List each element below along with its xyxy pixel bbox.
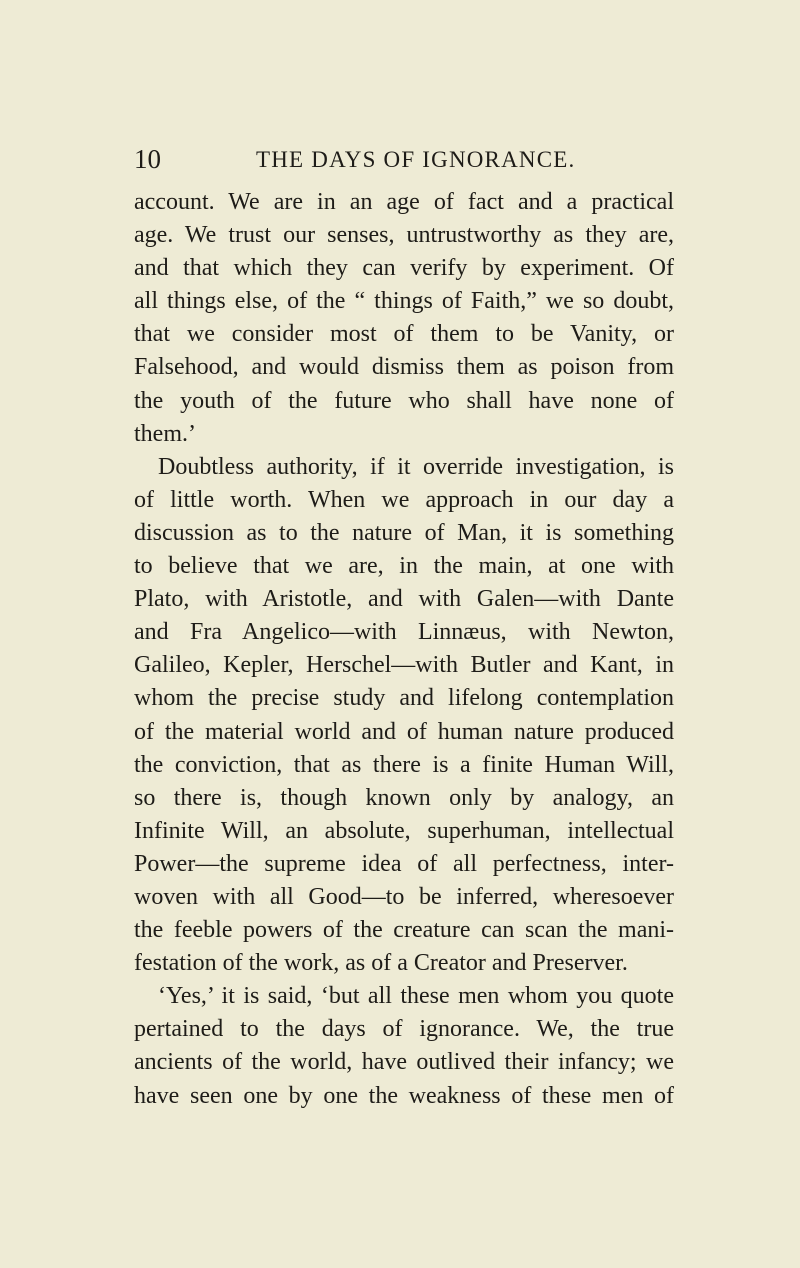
text-line: the conviction, that as there is a finite Human Will, [134, 751, 674, 778]
text-line: them.’ [134, 420, 196, 447]
text-line: ancients of the world, have outlived their infancy; we [134, 1049, 674, 1076]
text-line: that we consider most of them to be Vanity, or [134, 321, 674, 348]
text-line: the youth of the future who shall have none of [134, 387, 674, 414]
text-line: all things else, of the “ things of Faith,” we so doubt, [134, 288, 674, 315]
text-line: Doubtless authority, if it override investigation, is [158, 453, 674, 480]
paragraph [134, 186, 674, 451]
page-number: 10 [134, 144, 161, 174]
text-line: of the material world and of human nature produced [134, 718, 674, 745]
text-line: have seen one by one the weakness of these men of [134, 1082, 674, 1109]
text-line: Falsehood, and would dismiss them as poison from [134, 354, 674, 381]
text-line: and Fra Angelico—with Linnæus, with Newton, [134, 619, 674, 646]
text-line: the feeble powers of the creature can scan the mani- [134, 917, 674, 944]
text-line: Plato, with Aristotle, and with Galen—with Dante [134, 586, 674, 613]
chapter-title: THE DAYS OF IGNORANCE. [256, 147, 576, 172]
text-line: ‘Yes,’ it is said, ‘but all these men whom you quote [158, 983, 674, 1010]
text-line: age. We trust our senses, untrustworthy as they are, [134, 222, 674, 249]
text-line: discussion as to the nature of Man, it is something [134, 519, 674, 546]
paragraph [134, 451, 674, 981]
text-line: whom the precise study and lifelong contemplation [134, 685, 674, 712]
text-line: pertained to the days of ignorance. We, the true [134, 1016, 674, 1043]
text-line: Infinite Will, an absolute, superhuman, intellectual [134, 817, 674, 844]
text-line: to believe that we are, in the main, at one with [134, 553, 674, 580]
text-line: and that which they can verify by experiment. Of [134, 255, 674, 282]
body-text [134, 186, 674, 1113]
text-line: woven with all Good—to be inferred, wheresoever [134, 883, 674, 910]
text-line: account. We are in an age of fact and a practical [134, 189, 674, 215]
running-head [134, 144, 674, 184]
text-line: festation of the work, as of a Creator and Preserver. [134, 950, 628, 977]
text-line: of little worth. When we approach in our day a [134, 486, 674, 513]
paragraph [134, 980, 674, 1112]
text-line: Galileo, Kepler, Herschel—with Butler and Kant, in [134, 652, 674, 679]
text-line: so there is, though known only by analogy, an [134, 784, 674, 811]
text-line: Power—the supreme idea of all perfectness, inter- [134, 850, 674, 877]
